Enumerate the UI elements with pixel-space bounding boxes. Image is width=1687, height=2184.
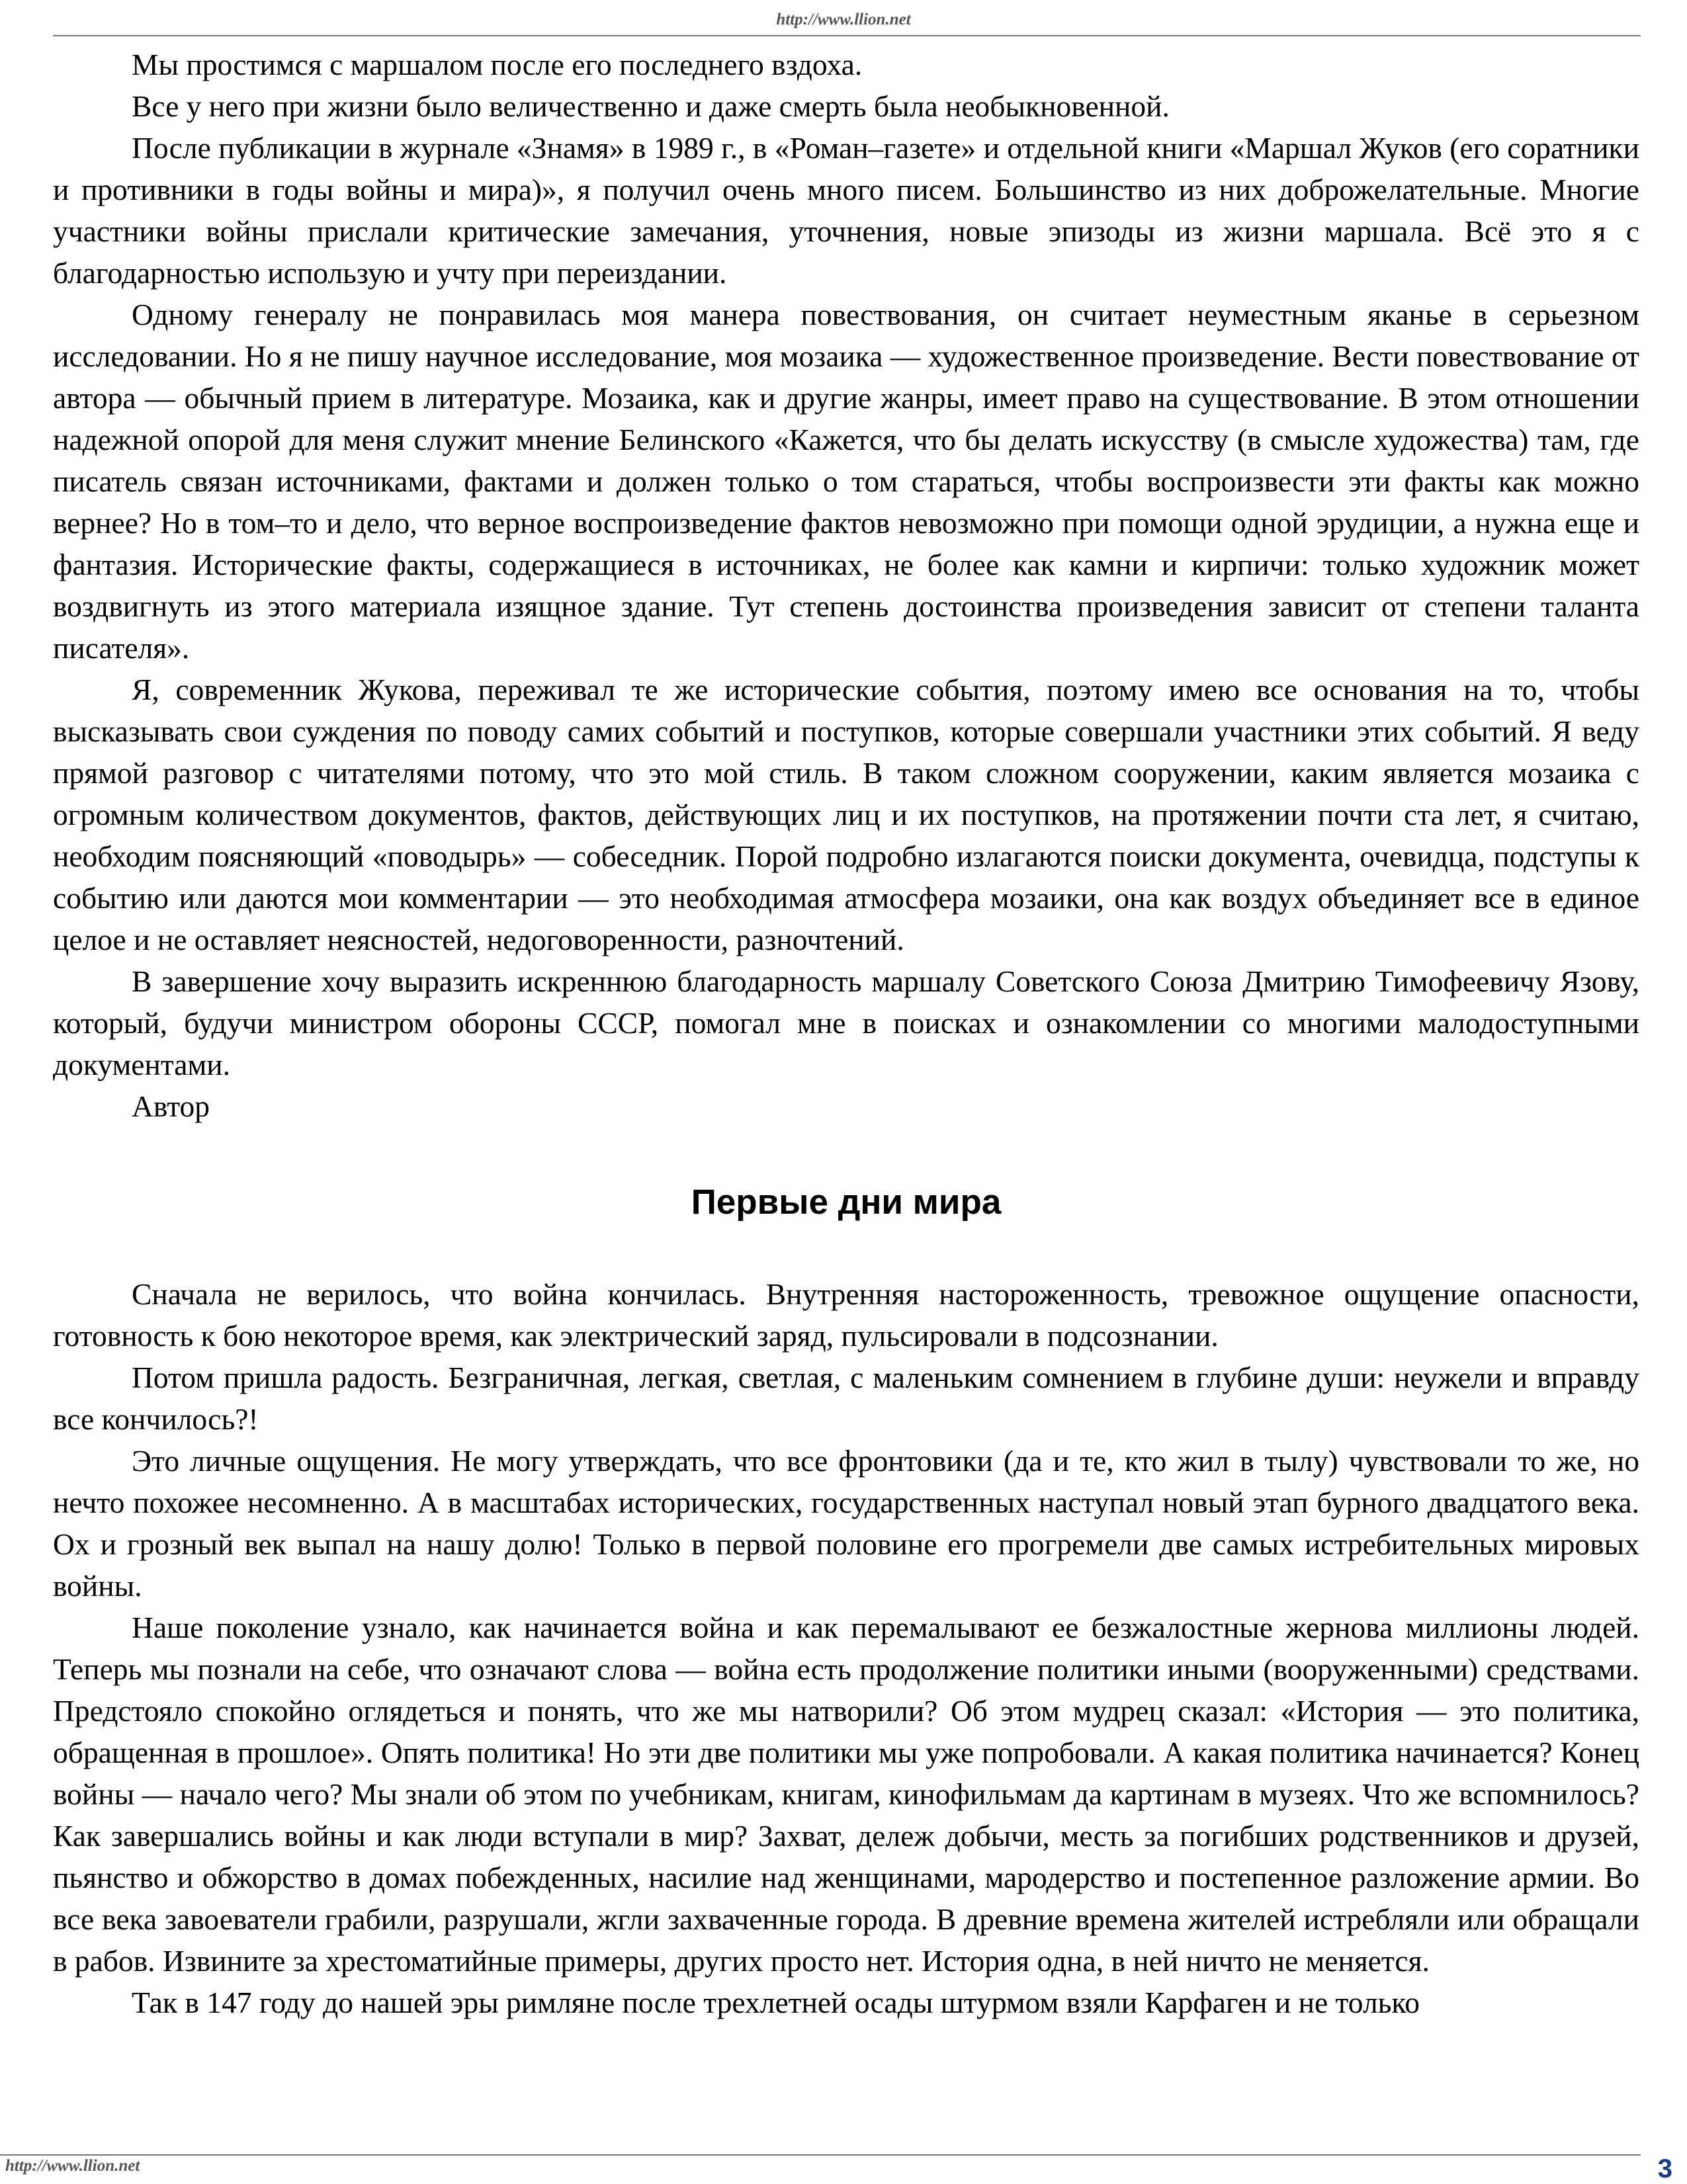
paragraph: Одному генералу не понравилась моя манера повествования, он считает неуместным яканье в серьезном исследовании. Но я не пишу научное исследование, моя мозаика — художественное произведение. Вести повествование от автора — обычный прием в литературе. Мозаика, как и другие жанры, имеет право на существование. В этом отношении надежной опорой для меня служит мнение Белинского «Кажется, что бы делать искусству (в смысле художества) там, где писатель связан источниками, фактами и должен только о том стараться, чтобы воспроизвести эти факты как можно вернее? Но в том–то и дело, что верное воспроизведение фактов невозможно при помощи одной эрудиции, а нужна еще и фантазия. Исторические факты, содержащиеся в источниках, не более как камни и кирпичи: только художник может воздвигнуть из этого материала изящное здание. Тут степень достоинства произведения зависит от степени таланта писателя». bbox=[53, 298, 1639, 665]
footer-divider bbox=[0, 2154, 1641, 2156]
footer-url: http://www.llion.net bbox=[5, 2157, 140, 2175]
paragraph: В завершение хочу выразить искреннюю благодарность маршалу Советского Союза Дмитрию Тимофеевичу Язову, который, будучи министром обороны СССР, помогал мне в поисках и ознакомлении со многими малодоступными документами. bbox=[53, 964, 1639, 1081]
paragraph: Наше поколение узнало, как начинается война и как перемалывают ее безжалостные жернова миллионы людей. Теперь мы познали на себе, что означают слова — война есть продолжение политики иными (вооруженными) средствами. Предстояло спокойно оглядеться и понять, что же мы натворили? Об этом мудрец сказал: «История — это политика, обращенная в прошлое». Опять политика! Но эти две политики мы уже попробовали. А какая политика начинается? Конец войны — начало чего? Мы знали об этом по учебникам, книгам, кинофильмам да картинам в музеях. Что же вспомнилось? Как завершались войны и как люди вступали в мир? Захват, дележ добычи, месть за погибших родственников и друзей, пьянство и обжорство в домах побежденных, насилие над женщинами, мародерство и постепенное разложение армии. Во все века завоеватели грабили, разрушали, жгли захваченные города. В древние времена жителей истребляли или обращали в рабов. Извините за хрестоматийные примеры, других просто нет. История одна, в ней ничто не меняется. bbox=[53, 1611, 1639, 1978]
paragraph: Все у него при жизни было величественно и даже смерть была необыкновенной. bbox=[132, 89, 1170, 123]
paragraph: Потом пришла радость. Безграничная, легкая, светлая, с маленьким сомнением в глубине души: неужели и вправду все кончилось?! bbox=[53, 1361, 1639, 1436]
page-number: 3 bbox=[1657, 2154, 1672, 2183]
paragraph: Сначала не верилось, что война кончилась. Внутренняя настороженность, тревожное ощущение опасности, готовность к бою некоторое время, как электрический заряд, пульсировали в подсознании. bbox=[53, 1277, 1639, 1353]
paragraph: Мы простимся с маршалом после его последнего вздоха. bbox=[132, 48, 863, 81]
paragraph: Так в 147 году до нашей эры римляне после трехлетней осады штурмом взяли Карфаген и не только bbox=[132, 1986, 1420, 2019]
paragraph: После публикации в журнале «Знамя» в 1989 г., в «Роман–газете» и отдельной книги «Маршал Жуков (его соратники и противники в годы войны и мира)», я получил очень много писем. Большинство из них доброжелательные. Многие участники войны прислали критические замечания, уточнения, новые эпизоды из жизни маршала. Всё это я с благодарностью использую и учту при переиздании. bbox=[53, 131, 1639, 290]
paragraph: Это личные ощущения. Не могу утверждать, что все фронтовики (да и те, кто жил в тылу) чувствовали то же, но нечто похожее несомненно. А в масштабах исторических, государственных наступал новый этап бурного двадцатого века. Ох и грозный век выпал на нашу долю! Только в первой половине его прогремели две самых истребительных мировых войны. bbox=[53, 1444, 1639, 1603]
header-divider bbox=[53, 35, 1641, 36]
page-content bbox=[53, 44, 1639, 2023]
header-url: http://www.llion.net bbox=[776, 11, 911, 28]
section-title: Первые дни мира bbox=[691, 1183, 1002, 1222]
paragraph: Я, современник Жукова, переживал те же исторические события, поэтому имею все основания на то, чтобы высказывать свои суждения по поводу самих событий и поступков, которые совершали участники этих событий. Я веду прямой разговор с читателями потому, что это мой стиль. В таком сложном сооружении, каким является мозаика с огромным количеством документов, фактов, действующих лиц и их поступков, на протяжении почти ста лет, я считаю, необходим поясняющий «поводырь» — собеседник. Порой подробно излагаются поиски документа, очевидца, подступы к событию или даются мои комментарии — это необходимая атмосфера мозаики, она как воздух объединяет все в единое целое и не оставляет неясностей, недоговоренности, разночтений. bbox=[53, 673, 1639, 956]
author-signature: Автор bbox=[132, 1089, 210, 1123]
